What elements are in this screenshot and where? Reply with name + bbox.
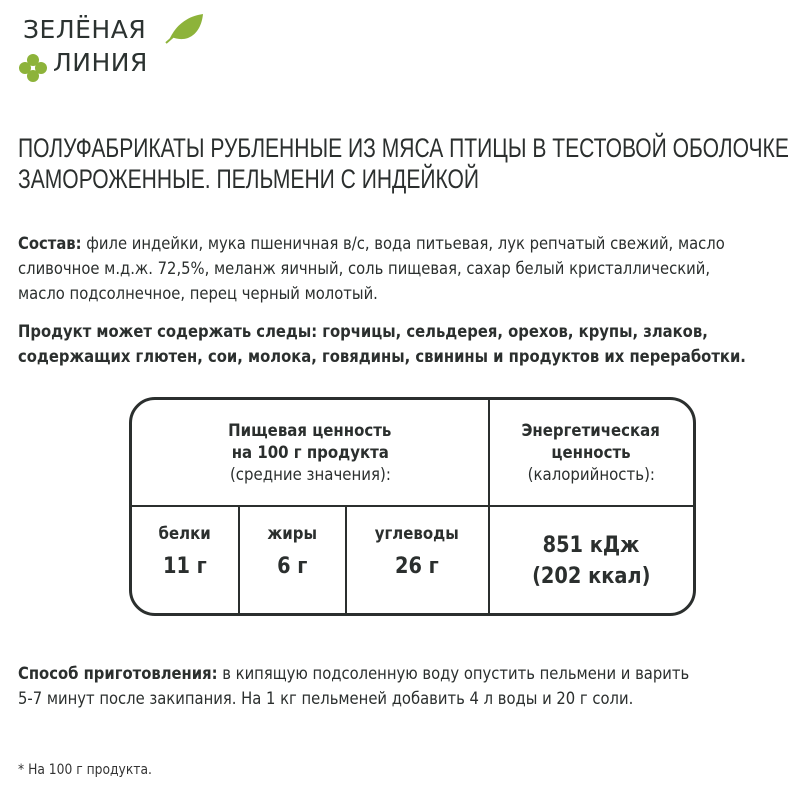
nutrition-header-line3: (средние значения): bbox=[229, 465, 391, 485]
clover-icon bbox=[18, 53, 48, 83]
nutrient-protein-label: белки bbox=[158, 524, 212, 544]
nutrition-header-line1: Пищевая ценность bbox=[228, 421, 392, 441]
nutrient-protein-value: 11 г bbox=[163, 554, 207, 579]
product-title bbox=[18, 133, 798, 195]
product-title-line2: ЗАМОРОЖЕННЫЕ. ПЕЛЬМЕНИ С ИНДЕЙКОЙ bbox=[18, 164, 480, 194]
nutrition-table bbox=[129, 397, 696, 616]
nutrient-fat bbox=[239, 524, 345, 579]
composition-text-line3: масло подсолнечное, перец черный молотый. bbox=[18, 284, 378, 304]
cooking-text-line1: в кипящую подсоленную воду опустить пельмени и варить bbox=[217, 664, 690, 684]
nutrient-fat-label: жиры bbox=[267, 524, 317, 544]
leaf-icon bbox=[164, 12, 204, 44]
energy-header-line1: Энергетическая bbox=[521, 421, 661, 441]
nutrition-header bbox=[132, 420, 488, 486]
nutrient-fat-value: 6 г bbox=[276, 554, 308, 579]
brand-logo bbox=[18, 10, 198, 80]
brand-name-line2: ЛИНИЯ bbox=[53, 48, 148, 77]
energy-header-line2: ценность bbox=[551, 443, 631, 463]
allergens-section bbox=[18, 320, 796, 370]
composition-label: Состав: bbox=[18, 234, 82, 254]
cooking-section bbox=[18, 662, 796, 712]
brand-name-line1: ЗЕЛЁНАЯ bbox=[23, 15, 147, 44]
allergens-line1: Продукт может содержать следы: горчицы, сельдерея, орехов, крупы, злаков, bbox=[18, 322, 708, 342]
composition-section bbox=[18, 232, 796, 307]
energy-values bbox=[489, 530, 693, 592]
footnote: * На 100 г продукта. bbox=[18, 762, 152, 778]
composition-text-line2: сливочное м.д.ж. 72,5%, меланж яичный, соль пищевая, сахар белый кристаллический, bbox=[18, 259, 711, 279]
nutrient-carbs-label: углеводы bbox=[374, 524, 460, 544]
table-divider-horizontal bbox=[132, 505, 693, 507]
nutrient-protein bbox=[132, 524, 238, 579]
product-title-line1: ПОЛУФАБРИКАТЫ РУБЛЕННЫЕ ИЗ МЯСА ПТИЦЫ В ТЕСТОВОЙ ОБОЛОЧКЕ bbox=[18, 133, 789, 163]
cooking-label: Способ приготовления: bbox=[18, 664, 218, 684]
composition-text-line1: филе индейки, мука пшеничная в/с, вода питьевая, лук репчатый свежий, масло bbox=[81, 234, 725, 254]
allergens-line2: содержащих глютен, сои, молока, говядины, свинины и продуктов их переработки. bbox=[18, 347, 746, 367]
nutrient-carbs bbox=[346, 524, 488, 579]
energy-header-line3: (калорийность): bbox=[527, 465, 655, 485]
cooking-text-line2: 5-7 минут после закипания. На 1 кг пельменей добавить 4 л воды и 20 г соли. bbox=[18, 689, 634, 709]
nutrition-header-line2: на 100 г продукта bbox=[231, 443, 389, 463]
energy-header bbox=[489, 420, 693, 486]
energy-kcal: (202 ккал) bbox=[531, 564, 651, 589]
nutrient-carbs-value: 26 г bbox=[395, 554, 439, 579]
energy-kj: 851 кДж bbox=[542, 533, 640, 558]
